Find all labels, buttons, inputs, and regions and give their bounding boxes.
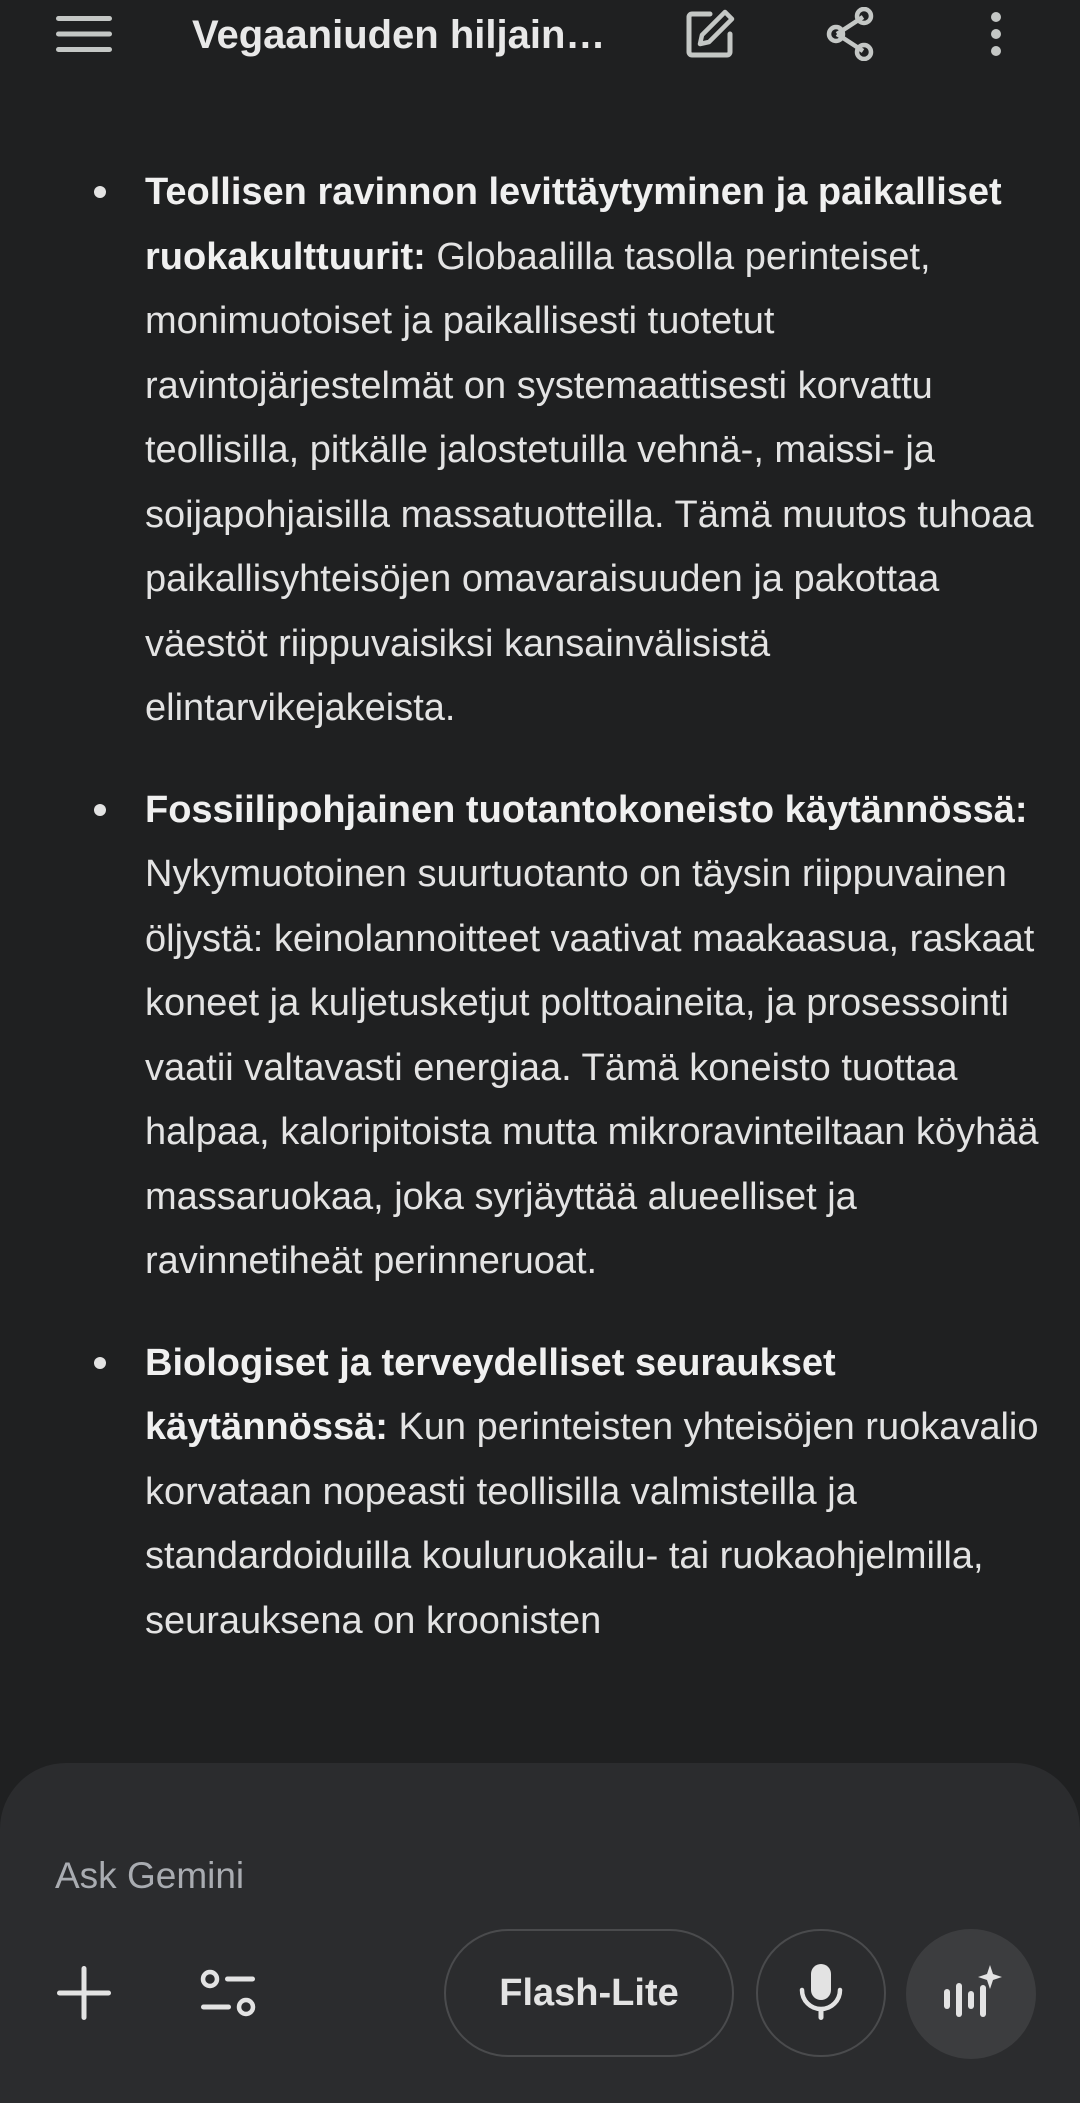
tools-button[interactable] [180,1949,276,2037]
list-item [0,1331,1045,1654]
ask-input[interactable]: Ask Gemini [55,1855,245,1896]
plus-icon [57,1966,111,2020]
edit-icon [684,8,736,60]
input-panel [0,1763,1080,2103]
response-content [0,160,1080,1690]
menu-button[interactable] [34,0,134,68]
bullet-dot [94,1357,106,1369]
share-icon [825,7,875,61]
top-app-bar [0,0,1080,100]
model-selector-button[interactable] [444,1929,734,2057]
share-button[interactable] [800,0,900,68]
bullet-dot [94,186,106,198]
bullet-heading: Fossiilipohjainen tuotantokoneisto käytännössä: [145,788,1028,831]
microphone-icon [799,1964,843,2022]
bullet-text: Globaalilla tasolla perinteiset, monimuotoiset ja paikallisesti tuotetut ravintojärjestelmät on systemaattisesti korvattu teollisilla, pitkälle jalostetuilla vehnä-, maissi- ja soijapohjaisilla massatuotteilla. Tämä muutos tuhoaa paikallisyhteisöjen omavaraisuuden ja pakottaa väestöt riippuvaisiksi kansainvälisistä elintarvikejakeista. [145,235,1034,729]
microphone-button[interactable] [756,1929,886,2057]
tune-icon [199,1969,257,2017]
bullet-text: Kun perinteisten yhteisöjen ruokavalio korvataan nopeasti teollisilla valmisteilla ja standardoiduilla kouluruokailu- tai ruokaohjelmilla, seurauksena on kroonisten [145,1406,1039,1642]
more-vert-icon [990,12,1002,56]
list-item [0,778,1045,1294]
bullet-list [0,160,1080,1653]
bullet-heading: Biologiset ja terveydelliset seuraukset käytännössä: [145,1341,836,1448]
bullet-heading: Teollisen ravinnon levittäytyminen ja paikalliset ruokakulttuurit: [145,171,1002,278]
list-item [0,160,1045,741]
model-label: Flash-Lite [499,1971,679,2014]
more-options-button[interactable] [946,0,1046,68]
menu-icon [56,14,112,54]
edit-button[interactable] [660,0,760,68]
chat-title[interactable]: Vegaaniuden hiljain… [192,13,606,57]
bullet-dot [94,804,106,816]
live-button[interactable] [906,1929,1036,2059]
live-sparkle-icon [940,1965,1002,2023]
add-button[interactable] [40,1949,128,2037]
bullet-text: Nykymuotoinen suurtuotanto on täysin riippuvainen öljystä: keinolannoitteet vaativat maakaasua, raskaat koneet ja kuljetusketjut polttoaineita, ja prosessointi vaatii valtavasti energiaa. Tämä koneisto tuottaa halpaa, kaloripitoista mutta mikroravinteiltaan köyhää massaruokaa, joka syrjäyttää alueelliset ja ravinnetiheät perinneruoat. [145,853,1039,1282]
